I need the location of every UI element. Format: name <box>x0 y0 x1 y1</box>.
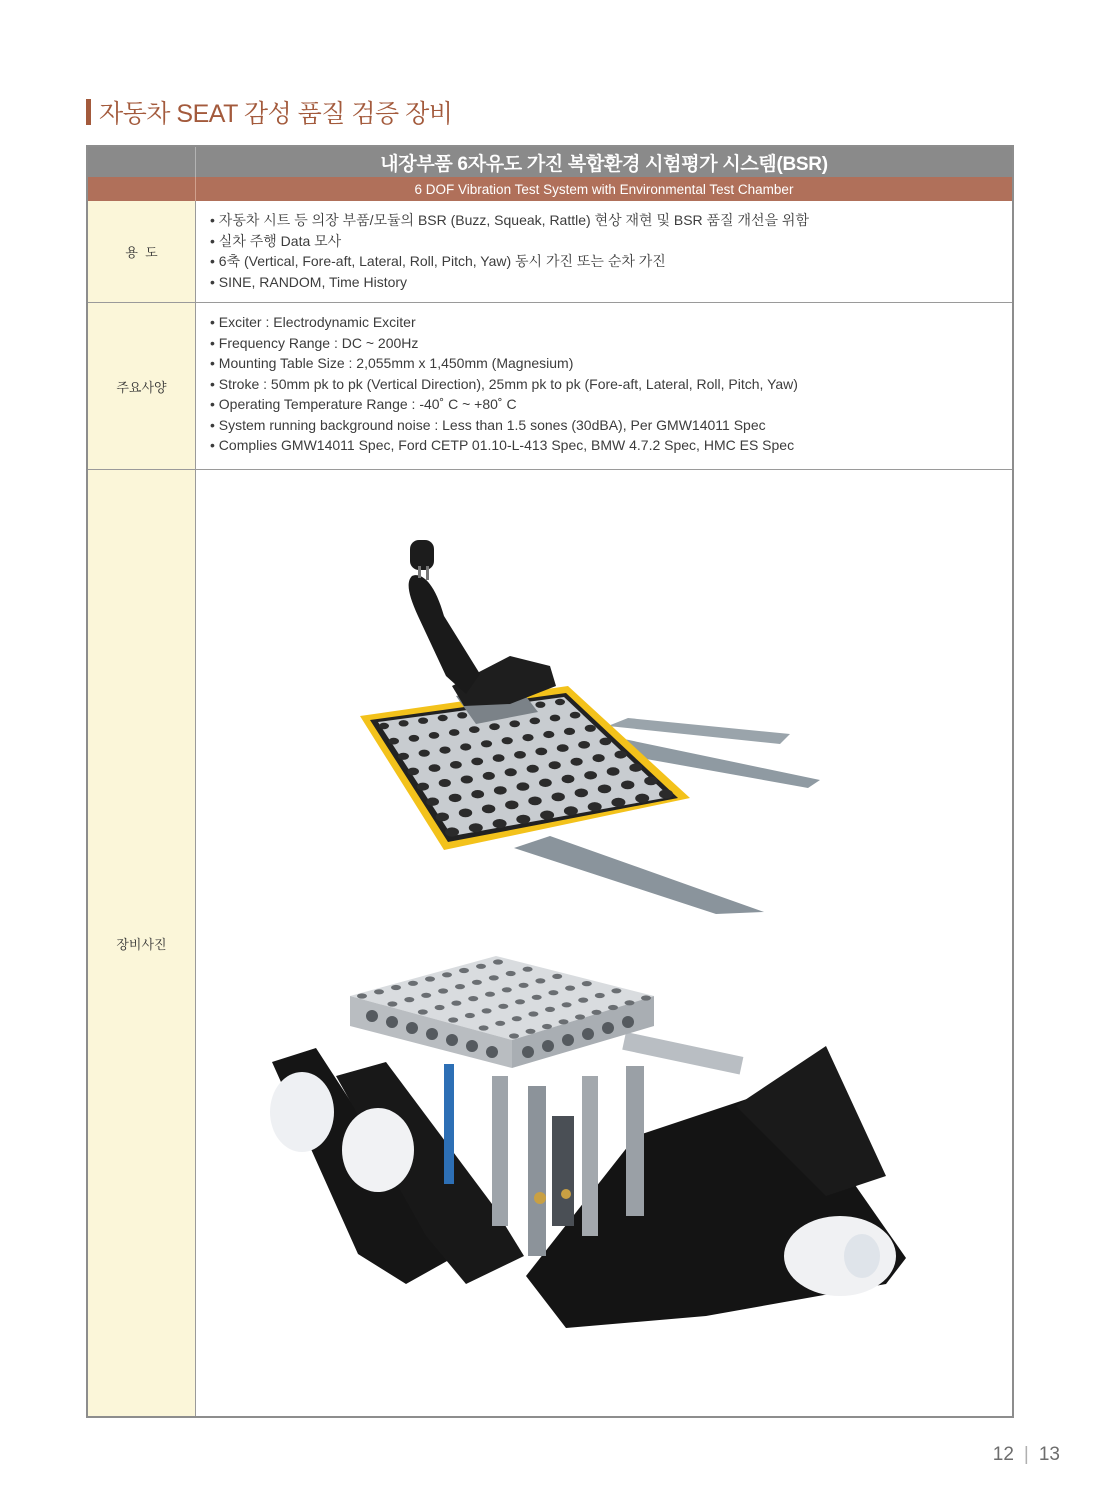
list-item: • 6축 (Vertical, Fore-aft, Lateral, Roll, Pitch, Yaw) 동시 가진 또는 순차 가진 <box>210 251 809 272</box>
page-number-right: 13 <box>1038 1444 1060 1465</box>
heading-accent-bar <box>86 99 91 125</box>
list-item: • Complies GMW14011 Spec, Ford CETP 01.10-L-413 Spec, BMW 4.7.2 Spec, HMC ES Spec <box>210 435 798 456</box>
table-title-row <box>88 147 1012 177</box>
photos-content <box>196 470 1012 1416</box>
specs-list <box>210 312 798 456</box>
list-item: • Mounting Table Size : 2,055mm x 1,450mm (Magnesium) <box>210 353 798 374</box>
page-number-separator: | <box>1023 1444 1029 1465</box>
specs-content <box>196 303 1012 469</box>
usage-label: 용 도 <box>88 201 196 302</box>
usage-list <box>210 210 809 292</box>
page-title: 자동차 SEAT 감성 품질 검증 장비 <box>99 100 453 128</box>
list-item: • 자동차 시트 등 의장 부품/모듈의 BSR (Buzz, Squeak, Rattle) 현상 재현 및 BSR 품질 개선을 위함 <box>210 210 809 231</box>
equipment-spec-table <box>86 145 1014 1418</box>
list-item: • System running background noise : Less than 1.5 sones (30dBA), Per GMW14011 Spec <box>210 415 798 436</box>
list-item: • Operating Temperature Range : -40˚ C ~ +80˚ C <box>210 394 798 415</box>
table-subtitle-row <box>88 177 1012 201</box>
specs-row <box>88 303 1012 470</box>
photos-row <box>88 470 1012 1416</box>
usage-content <box>196 201 1012 302</box>
list-item: • Frequency Range : DC ~ 200Hz <box>210 333 798 354</box>
list-item: • Stroke : 50mm pk to pk (Vertical Direction), 25mm pk to pk (Fore-aft, Lateral, Roll, Pitch, Yaw) <box>210 374 798 395</box>
page-number-left: 12 <box>992 1444 1014 1465</box>
usage-row <box>88 201 1012 303</box>
title-row-empty-cell <box>88 147 196 177</box>
list-item: • SINE, RANDOM, Time History <box>210 272 809 293</box>
list-item: • 실차 주행 Data 모사 <box>210 231 809 252</box>
seat-test-platform-photo <box>360 536 830 916</box>
list-item: • Exciter : Electrodynamic Exciter <box>210 312 798 333</box>
six-axis-exciter-photo <box>266 936 926 1346</box>
photos-label: 장비사진 <box>88 470 196 1416</box>
page-number-footer <box>993 1444 1060 1466</box>
table-subtitle: 6 DOF Vibration Test System with Environmental Test Chamber <box>414 181 794 197</box>
specs-label: 주요사양 <box>88 303 196 469</box>
section-heading <box>86 92 452 132</box>
subtitle-row-empty-cell <box>88 177 196 201</box>
table-title: 내장부품 6자유도 가진 복합환경 시험평가 시스템(BSR) <box>380 153 828 175</box>
